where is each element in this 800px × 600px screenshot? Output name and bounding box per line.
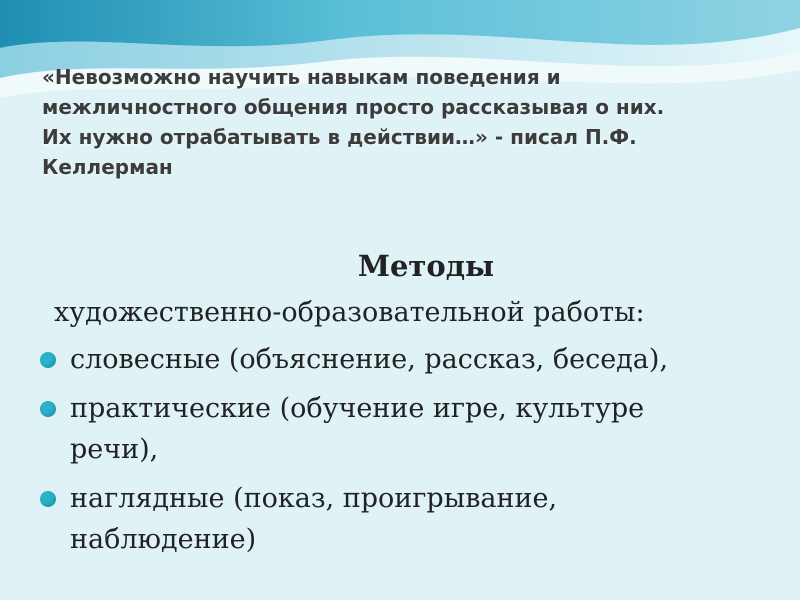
list-item: [36, 339, 776, 380]
list-item-text: словесные (объяснение, рассказ, беседа),: [70, 344, 669, 375]
circle-bullet-icon: [40, 401, 56, 417]
quote-line: межличностного общения просто рассказывая о них.: [42, 95, 665, 119]
list-item-text: практические (обучение игре, культуре: [70, 393, 645, 424]
quote-line: «Невозможно научить навыкам поведения и: [42, 65, 561, 89]
content-body: [36, 238, 776, 568]
list-item: [36, 388, 776, 470]
quote-text: [42, 62, 782, 182]
quote-line: Их нужно отрабатывать в действии…» - писал П.Ф.: [42, 125, 637, 149]
circle-bullet-icon: [40, 352, 56, 368]
section-heading: Методы: [357, 249, 495, 283]
methods-list: [36, 339, 776, 560]
quote-line: Келлерман: [42, 155, 173, 179]
list-item-text: речи),: [70, 434, 159, 465]
list-item-text: наблюдение): [70, 524, 257, 555]
list-item-text: наглядные (показ, проигрывание,: [70, 483, 558, 514]
circle-bullet-icon: [40, 491, 56, 507]
section-subheading: художественно-образовательной работы:: [54, 297, 645, 328]
list-item: [36, 478, 776, 560]
